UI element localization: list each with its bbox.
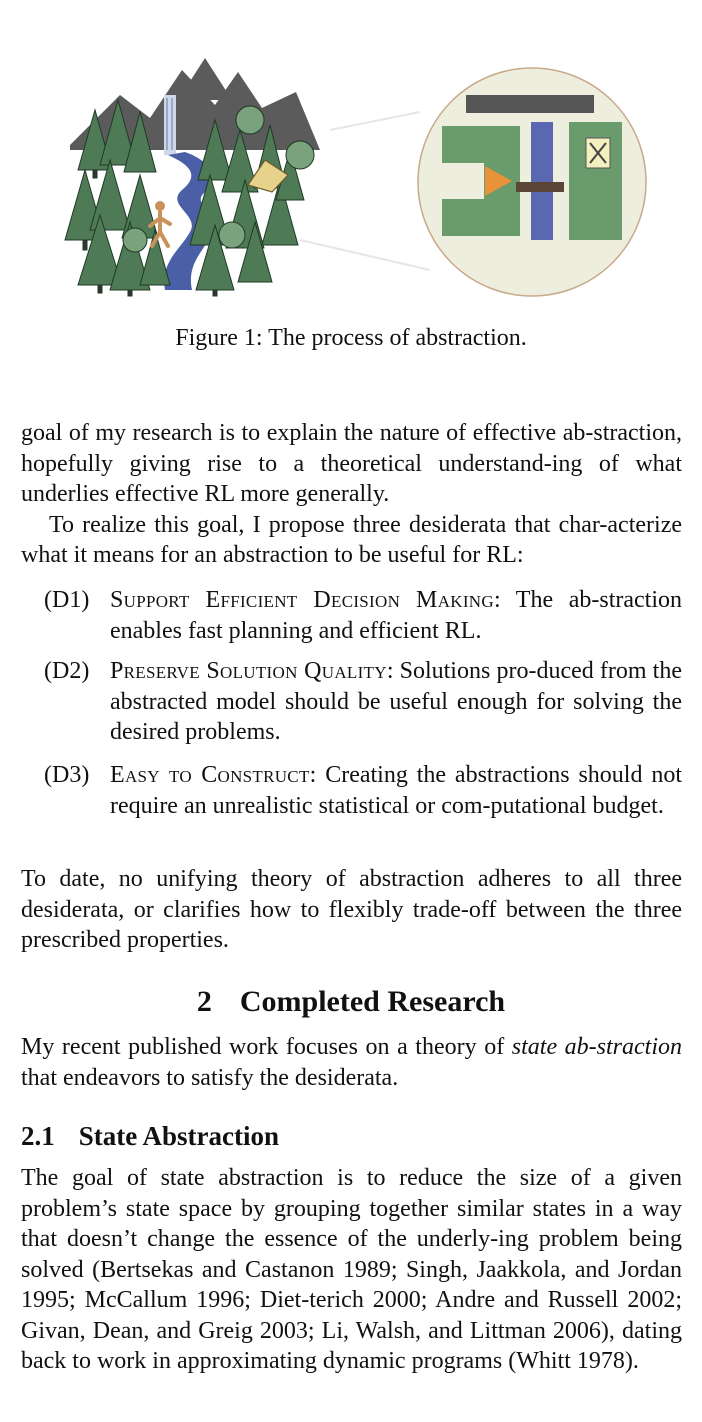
section-number: 2 [196,985,212,1018]
desideratum-text: : Creating the abstractions should not require an unrealistic statistical or com-putational budget. [110,762,682,819]
closing-paragraph: To date, no unifying theory of abstraction adheres to all three desiderata, or clarifies how to flexibly trade-off between the three prescribed properties. [21,866,682,953]
desideratum-d3 [21,760,682,821]
desideratum-name: Preserve Solution Quality [110,658,387,684]
section-heading [0,984,702,1020]
subsection-heading [21,1120,279,1152]
paragraph: To realize this goal, I propose three desiderata that char-acterize what it means for an abstraction to be useful for RL: [21,511,682,568]
desideratum-name: Support Efficient Decision Making [110,587,494,613]
goal-x-icon [586,138,610,168]
section-title: Completed Research [239,985,506,1018]
section2-paragraph [21,1032,682,1093]
list-label: (D3) [44,762,90,788]
desideratum-text: : Solutions pro-duced from the abstracted model should be useful enough for solving the desired problems. [110,658,682,745]
figure-1 [0,0,702,310]
list-label: (D2) [44,658,90,684]
desideratum-name: Easy to Construct [110,762,310,788]
list-label: (D1) [44,587,90,613]
subsection-number: 2.1 [21,1121,55,1151]
abstract-grid-icon [418,68,646,296]
forest-scene-icon [65,58,320,296]
text-run: that endeavors to satisfy the desiderata. [21,1064,399,1091]
section21-paragraph: The goal of state abstraction is to reduce the size of a given problem’s state space by grouping together similar states in a way that doesn’t change the essence of the underly-ing problem being solved (Bertsekas and Castanon 1989; Singh, Jaakkola, and Jordan 1995; McCallum 1996; Diet-terich 2000; Andre and Russell 2002; Givan, Dean, and Greig 2003; Li, Walsh, and Littman 2006), dating back to work in approximating dynamic programs (Whitt 1978). [21,1165,682,1374]
desideratum-d1 [21,585,682,646]
paragraph: goal of my research is to explain the nature of effective ab-straction, hopefully giving rise to a theoretical understand-ing of what underlies effective RL more generally. [21,420,682,507]
figure-illustration [0,0,702,310]
desideratum-text: : The ab-straction enables fast planning and efficient RL. [110,587,682,644]
desideratum-d2 [21,656,682,748]
figure-caption: Figure 1: The process of abstraction. [175,325,527,351]
subsection-title: State Abstraction [78,1121,279,1151]
text-run: My recent published work focuses on a theory of [21,1034,512,1060]
intro-text [21,418,682,571]
emphasis: state ab-straction [511,1034,683,1060]
